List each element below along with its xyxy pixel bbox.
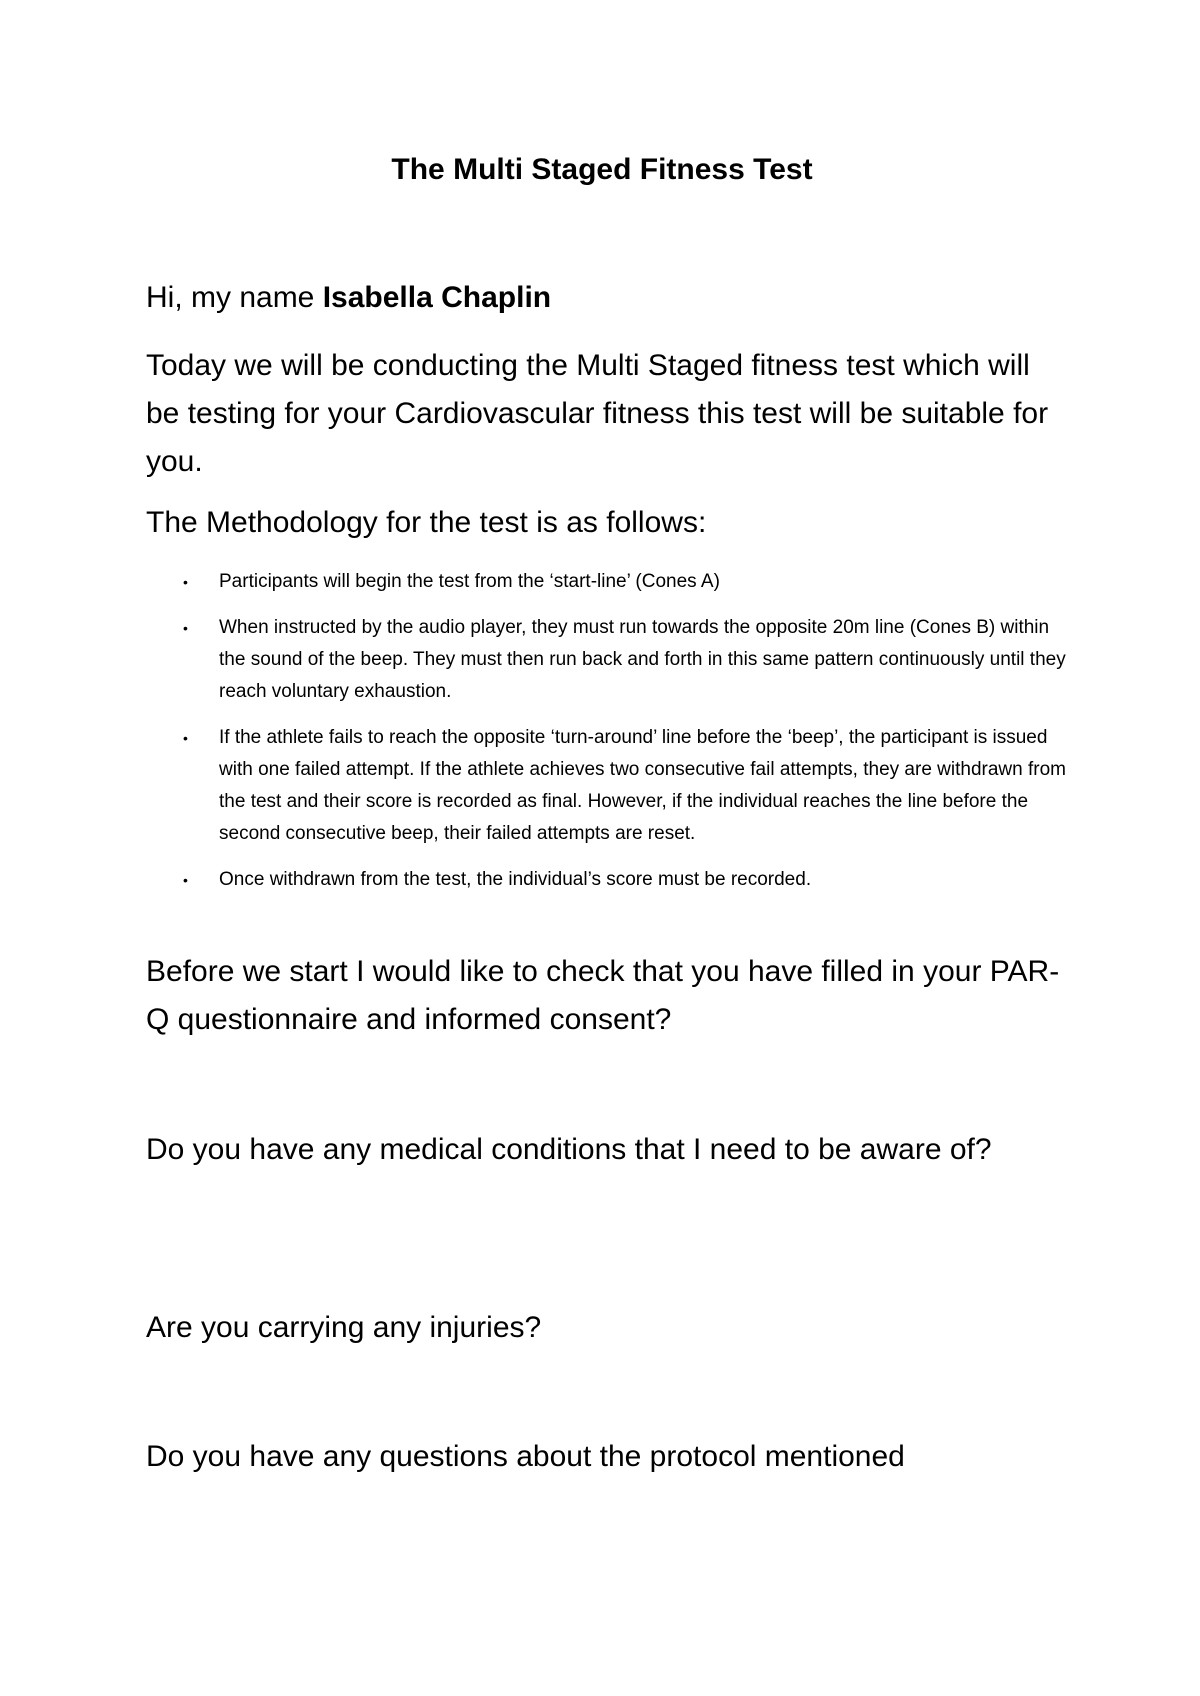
methodology-step-text: Once withdrawn from the test, the individual’s score must be recorded. — [219, 869, 812, 890]
methodology-step — [146, 722, 1066, 850]
greeting-prefix: Hi, my name — [146, 281, 323, 314]
bullet-icon: • — [183, 574, 188, 590]
methodology-step — [146, 566, 1066, 598]
question-parq: Before we start I would like to check that you have filled in your PAR-Q questionnaire and informed consent? — [146, 955, 1060, 1036]
bullet-icon: • — [183, 872, 188, 888]
presenter-name: Isabella Chaplin — [322, 281, 552, 314]
methodology-step — [146, 864, 1066, 896]
question-protocol: Do you have any questions about the protocol mentioned — [146, 1440, 905, 1473]
methodology-list — [146, 566, 1066, 910]
greeting-line — [146, 278, 551, 318]
bullet-icon: • — [183, 730, 188, 746]
methodology-step — [146, 612, 1066, 708]
question-medical: Do you have any medical conditions that I need to be aware of? — [146, 1133, 992, 1166]
question-injuries: Are you carrying any injuries? — [146, 1311, 542, 1344]
methodology-step-text: Participants will begin the test from the ‘start-line’ (Cones A) — [219, 571, 720, 592]
document-title: The Multi Staged Fitness Test — [391, 153, 813, 186]
intro-paragraph: Today we will be conducting the Multi Staged fitness test which will be testing for your Cardiovascular fitness this test will be suitable for you. — [146, 349, 1049, 478]
bullet-icon: • — [183, 620, 188, 636]
methodology-step-text: If the athlete fails to reach the opposite ‘turn-around’ line before the ‘beep’, the participant is issued with one failed attempt. If the athlete achieves two consecutive fail attempts, they are withdrawn from the test and their score is recorded as final. However, if the individual reaches the line before the second consecutive beep, their failed attempts are reset. — [219, 727, 1066, 844]
methodology-heading: The Methodology for the test is as follows: — [146, 506, 707, 539]
methodology-step-text: When instructed by the audio player, they must run towards the opposite 20m line (Cones B) within the sound of the beep. They must then run back and forth in this same pattern continuously until they reach voluntary exhaustion. — [219, 617, 1066, 702]
